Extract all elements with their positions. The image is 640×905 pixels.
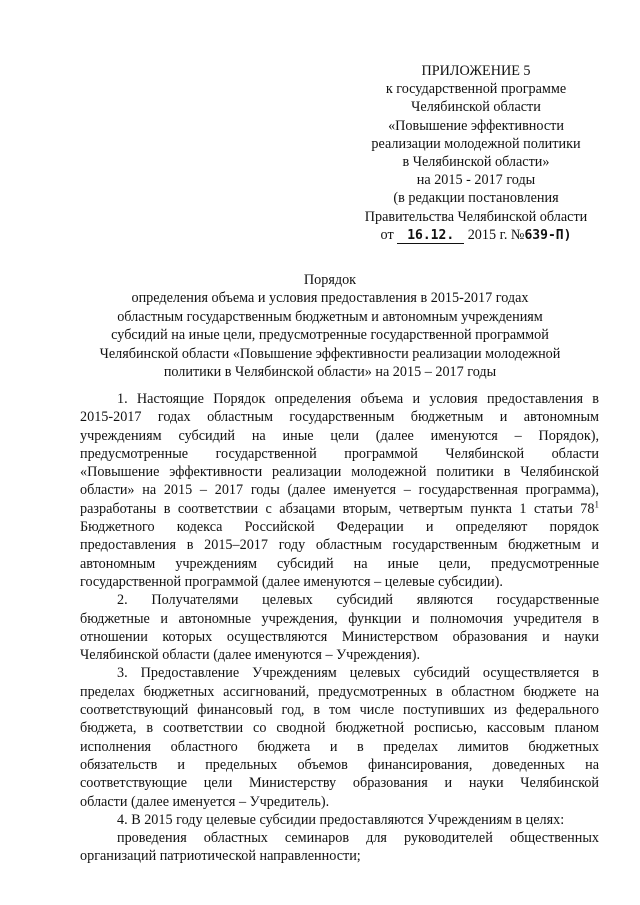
title-line: политики в Челябинской области» на 2015 – 2017 годы (163, 364, 497, 381)
paragraph-line: области (далее именуется – Учредитель). (80, 793, 330, 810)
paragraph-line: 3. Предоставление Учреждениям целевых субсидий осуществляется в (117, 665, 599, 682)
appendix-date-line (350, 226, 602, 245)
paragraph-line: государственной программой (далее именуются – целевые субсидии). (80, 573, 503, 590)
paragraph-line: проведения областных семинаров для руководителей общественных (117, 830, 599, 847)
paragraph-line: 4. В 2015 году целевые субсидии предоставляются Учреждениям в целях: (117, 811, 565, 828)
paragraph-line: 2015-2017 годах областным государственным бюджетным и автономным (80, 409, 599, 426)
paragraph-line: Бюджетного кодекса Российской Федерации и определяют порядок (80, 519, 599, 536)
paragraph-line: пределах бюджетных ассигнований, предусмотренных в областном бюджете на (80, 683, 599, 700)
paragraph-line: отношении которых осуществляются Министерством образования и науки (80, 628, 599, 645)
appendix-line: (в редакции постановления (393, 190, 559, 207)
paragraph-line: исполнения областного бюджета и в пределах лимитов бюджетных (80, 738, 599, 755)
paragraph-line: области» на 2015 – 2017 годы (далее именуется – государственная программа), (80, 482, 599, 499)
date-year: 2015 г. № (467, 226, 525, 243)
paragraph-line: бюджета, в соответствии со сводной бюджетной росписью, кассовым планом (80, 720, 599, 737)
paragraph-line: соответствующие цели Министерству образования и науки Челябинской (80, 775, 599, 792)
appendix-line: ПРИЛОЖЕНИЕ 5 (421, 63, 531, 79)
appendix-line: «Повышение эффективности (388, 117, 564, 134)
paragraph-line: Челябинской области (далее именуются – Учреждения). (80, 647, 421, 664)
paragraph-line: 2. Получателями целевых субсидий являются государственные (117, 592, 599, 609)
document-title (80, 271, 580, 381)
appendix-line: на 2015 - 2017 годы (416, 172, 536, 189)
document-body (80, 390, 599, 866)
paragraph-line: «Повышение эффективности реализации молодежной политики в Челябинской (80, 464, 599, 481)
paragraph-line: предоставления в 2015–2017 году областным государственным бюджетным и (80, 537, 599, 554)
title-line: Челябинской области «Повышение эффективности реализации молодежной (99, 345, 561, 362)
superscript-mark: 1 (594, 499, 599, 510)
title-line: субсидий на иные цели, предусмотренные государственной программой (111, 327, 549, 344)
appendix-header (350, 62, 602, 245)
paragraph-line-text: разработаны в соответствии с абзацами вторым, четвертым пункта 1 статьи 78 (80, 500, 595, 517)
appendix-line: Правительства Челябинской области (364, 208, 588, 225)
appendix-line: к государственной программе (385, 81, 567, 98)
appendix-line: в Челябинской области» (402, 154, 550, 171)
paragraph-line: предусмотренные государственной программой Челябинской области (80, 445, 599, 462)
title-line: определения объема и условия предоставления в 2015-2017 годах (131, 290, 529, 307)
paragraph-line: организаций патриотической направленности; (80, 848, 361, 865)
paragraph-line: автономным учреждениям субсидий на иные цели, предусмотренные (80, 555, 599, 572)
paragraph-line: 1. Настоящие Порядок определения объема и условия предоставления в (117, 391, 599, 407)
paragraph-line: соответствующий финансовый год, в том числе поступивших из федерального (80, 702, 599, 719)
title-line: областным государственным бюджетным и автономным учреждениям (117, 308, 543, 325)
doc-number: 639-П) (524, 227, 572, 243)
date-prefix: от (380, 226, 394, 243)
appendix-line: Челябинской области (411, 99, 541, 116)
paragraph-line: бюджетные и автономные учреждения, функции и полномочия учредителя в (80, 610, 599, 627)
appendix-line: реализации молодежной политики (371, 135, 581, 152)
paragraph-line: обязательств и предельных объемов финансирования, доведенных на (80, 756, 599, 773)
date-value: 16.12. (397, 228, 464, 244)
paragraph-line: учреждениям субсидий на иные цели (далее именуются – Порядок), (80, 427, 599, 444)
paragraph-line-with-footnote (80, 500, 599, 518)
title-line: Порядок (303, 272, 357, 288)
